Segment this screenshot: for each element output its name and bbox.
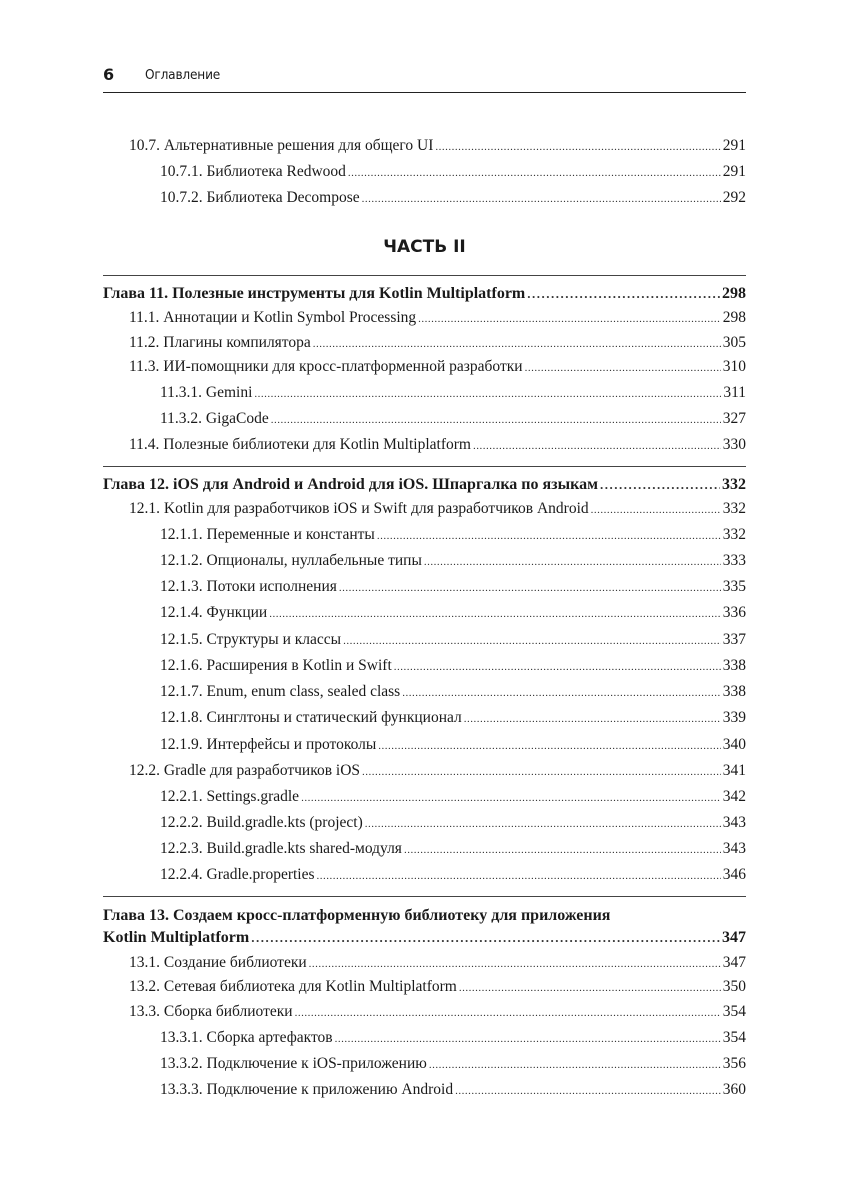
toc-entry-label: 13.2. Сетевая библиотека для Kotlin Multiplatform — [129, 978, 457, 995]
toc-entry[interactable] — [129, 307, 746, 329]
toc-entry-page: 340 — [722, 736, 746, 753]
dot-leader — [418, 308, 721, 330]
toc-entry[interactable] — [160, 1053, 746, 1075]
chapter-divider — [103, 896, 746, 897]
toc-entry[interactable] — [129, 760, 746, 782]
chapter-title: Kotlin Multiplatform — [103, 929, 250, 946]
dot-leader — [424, 551, 721, 573]
toc-entry-label: 13.3. Сборка библиотеки — [129, 1003, 293, 1020]
toc-entry-page: 354 — [722, 1029, 746, 1046]
toc-entry[interactable] — [160, 838, 746, 860]
dot-leader — [600, 474, 720, 496]
dot-leader — [429, 1054, 721, 1076]
dot-leader — [473, 435, 721, 457]
toc-entry[interactable] — [129, 434, 746, 456]
dot-leader — [269, 603, 721, 625]
toc-entry[interactable] — [129, 332, 746, 354]
toc-entry[interactable] — [160, 734, 746, 756]
toc-entry-label: 10.7. Альтернативные решения для общего UI — [129, 137, 434, 154]
toc-entry-label: 11.3.1. Gemini — [160, 384, 253, 401]
dot-leader — [339, 577, 721, 599]
toc-entry-page: 346 — [722, 866, 746, 883]
toc-entry[interactable] — [160, 629, 746, 651]
toc-entry[interactable] — [160, 1027, 746, 1049]
toc-entry-label: 13.1. Создание библиотеки — [129, 954, 307, 971]
toc-entry-label: 11.1. Аннотации и Kotlin Symbol Processing — [129, 309, 417, 326]
toc-entry[interactable] — [160, 707, 746, 729]
chapter-divider — [103, 466, 746, 467]
toc-entry[interactable] — [160, 382, 746, 404]
toc-entry-page: 305 — [722, 334, 746, 351]
toc-entry[interactable] — [160, 602, 746, 624]
toc-entry-page: 291 — [722, 137, 746, 154]
toc-entry-label: 12.1.3. Потоки исполнения — [160, 578, 337, 595]
toc-entry-page: 337 — [722, 631, 746, 648]
dot-leader — [525, 357, 721, 379]
toc-entry[interactable] — [160, 187, 746, 209]
toc-entry-page: 343 — [722, 840, 746, 857]
part-title: ЧАСТЬ II — [383, 237, 466, 257]
dot-leader — [362, 188, 721, 210]
chapter-page: 332 — [722, 476, 746, 493]
toc-entry-page: 343 — [722, 814, 746, 831]
toc-entry-label: 13.3.1. Сборка артефактов — [160, 1029, 333, 1046]
toc-entry-label: 12.2. Gradle для разработчиков iOS — [129, 762, 361, 779]
dot-leader — [301, 787, 721, 809]
toc-entry-page: 330 — [722, 436, 746, 453]
toc-entry-label: 12.1.8. Синглтоны и статический функционал — [160, 709, 462, 726]
chapter-12-heading[interactable] — [103, 474, 746, 496]
dot-leader — [378, 735, 720, 757]
toc-entry-label: 12.1.9. Интерфейсы и протоколы — [160, 736, 377, 753]
toc-entry[interactable] — [160, 161, 746, 183]
chapter-page: 298 — [722, 285, 746, 302]
toc-entry-page: 332 — [722, 526, 746, 543]
toc-entry[interactable] — [160, 786, 746, 808]
dot-leader — [404, 839, 721, 861]
page-number: 6 — [103, 65, 115, 84]
toc-entry[interactable] — [129, 356, 746, 378]
toc-entry-page: 298 — [722, 309, 746, 326]
dot-leader — [402, 682, 721, 704]
dot-leader — [455, 1080, 721, 1102]
toc-entry[interactable] — [160, 524, 746, 546]
toc-entry-page: 350 — [722, 978, 746, 995]
toc-entry[interactable] — [129, 135, 746, 157]
dot-leader — [527, 283, 720, 305]
toc-entry[interactable] — [129, 976, 746, 998]
toc-entry-page: 332 — [722, 500, 746, 517]
toc-entry-label: 12.1.1. Переменные и константы — [160, 526, 375, 543]
dot-leader — [335, 1028, 721, 1050]
toc-entry[interactable] — [160, 1079, 746, 1101]
toc-entry-label: 13.3.3. Подключение к приложению Android — [160, 1081, 454, 1098]
dot-leader — [591, 499, 721, 521]
toc-entry-label: 12.2.4. Gradle.properties — [160, 866, 315, 883]
toc-entry-label: 11.4. Полезные библиотеки для Kotlin Multiplatform — [129, 436, 471, 453]
toc-entry[interactable] — [160, 576, 746, 598]
toc-entry-label: 11.2. Плагины компилятора — [129, 334, 311, 351]
toc-entry-page: 347 — [722, 954, 746, 971]
dot-leader — [435, 136, 720, 158]
dot-leader — [459, 977, 721, 999]
toc-entry[interactable] — [160, 408, 746, 430]
toc-entry-label: 12.1.4. Функции — [160, 604, 268, 621]
chapter-divider — [103, 275, 746, 276]
toc-entry-label: 12.1.6. Расширения в Kotlin и Swift — [160, 657, 392, 674]
toc-entry-page: 354 — [722, 1003, 746, 1020]
toc-entry[interactable] — [129, 1001, 746, 1023]
toc-entry-page: 341 — [722, 762, 746, 779]
toc-entry[interactable] — [129, 952, 746, 974]
toc-entry-page: 292 — [722, 189, 746, 206]
dot-leader — [313, 333, 721, 355]
dot-leader — [348, 162, 721, 184]
toc-entry[interactable] — [160, 655, 746, 677]
toc-entry-label: 12.2.2. Build.gradle.kts (project) — [160, 814, 363, 831]
toc-entry-label: 11.3. ИИ-помощники для кросс-платформенной разработки — [129, 358, 523, 375]
toc-entry-label: 12.1. Kotlin для разработчиков iOS и Swift для разработчиков Android — [129, 500, 589, 517]
toc-entry-page: 310 — [722, 358, 746, 375]
dot-leader — [271, 409, 721, 431]
toc-entry-page: 339 — [722, 709, 746, 726]
dot-leader — [365, 813, 721, 835]
toc-entry-label: 12.1.5. Структуры и классы — [160, 631, 342, 648]
toc-entry-label: 10.7.1. Библиотека Redwood — [160, 163, 346, 180]
toc-entry-page: 311 — [723, 384, 746, 401]
chapter-page: 347 — [722, 929, 746, 946]
toc-entry-page: 338 — [722, 657, 746, 674]
toc-entry-label: 11.3.2. GigaCode — [160, 410, 269, 427]
dot-leader — [309, 953, 721, 975]
toc-entry-page: 356 — [722, 1055, 746, 1072]
dot-leader — [254, 383, 721, 405]
toc-entry-page: 291 — [722, 163, 746, 180]
dot-leader — [251, 927, 720, 949]
toc-entry-page: 342 — [722, 788, 746, 805]
toc-entry[interactable] — [160, 864, 746, 886]
toc-entry-page: 336 — [722, 604, 746, 621]
toc-entry-page: 335 — [722, 578, 746, 595]
toc-entry-page: 360 — [722, 1081, 746, 1098]
toc-entry-page: 333 — [722, 552, 746, 569]
toc-entry-label: 12.2.3. Build.gradle.kts shared-модуля — [160, 840, 402, 857]
dot-leader — [394, 656, 721, 678]
toc-entry-label: 12.1.7. Enum, enum class, sealed class — [160, 683, 401, 700]
toc-entry-label: 10.7.2. Библиотека Decompose — [160, 189, 360, 206]
toc-entry[interactable] — [160, 812, 746, 834]
dot-leader — [317, 865, 721, 887]
dot-leader — [362, 761, 721, 783]
dot-leader — [295, 1002, 721, 1024]
toc-entry-label: 12.2.1. Settings.gradle — [160, 788, 300, 805]
dot-leader — [343, 630, 721, 652]
toc-entry[interactable] — [160, 550, 746, 572]
chapter-13-title-line1: Глава 13. Создаем кросс-платформенную библиотеку для приложения — [103, 907, 611, 924]
dot-leader — [464, 708, 721, 730]
toc-entry-page: 327 — [722, 410, 746, 427]
toc-entry[interactable] — [129, 498, 746, 520]
toc-entry-page: 338 — [722, 683, 746, 700]
toc-entry[interactable] — [160, 681, 746, 703]
chapter-11-heading[interactable] — [103, 283, 746, 305]
running-title: Оглавление — [145, 67, 221, 83]
toc-entry-label: 12.1.2. Опционалы, нуллабельные типы — [160, 552, 422, 569]
toc-entry-label: 13.3.2. Подключение к iOS-приложению — [160, 1055, 427, 1072]
chapter-title: Глава 11. Полезные инструменты для Kotlin Multiplatform — [103, 285, 526, 302]
chapter-13-heading[interactable] — [103, 927, 746, 949]
dot-leader — [377, 525, 721, 547]
chapter-title: Глава 12. iOS для Android и Android для iOS. Шпаргалка по языкам — [103, 476, 598, 493]
